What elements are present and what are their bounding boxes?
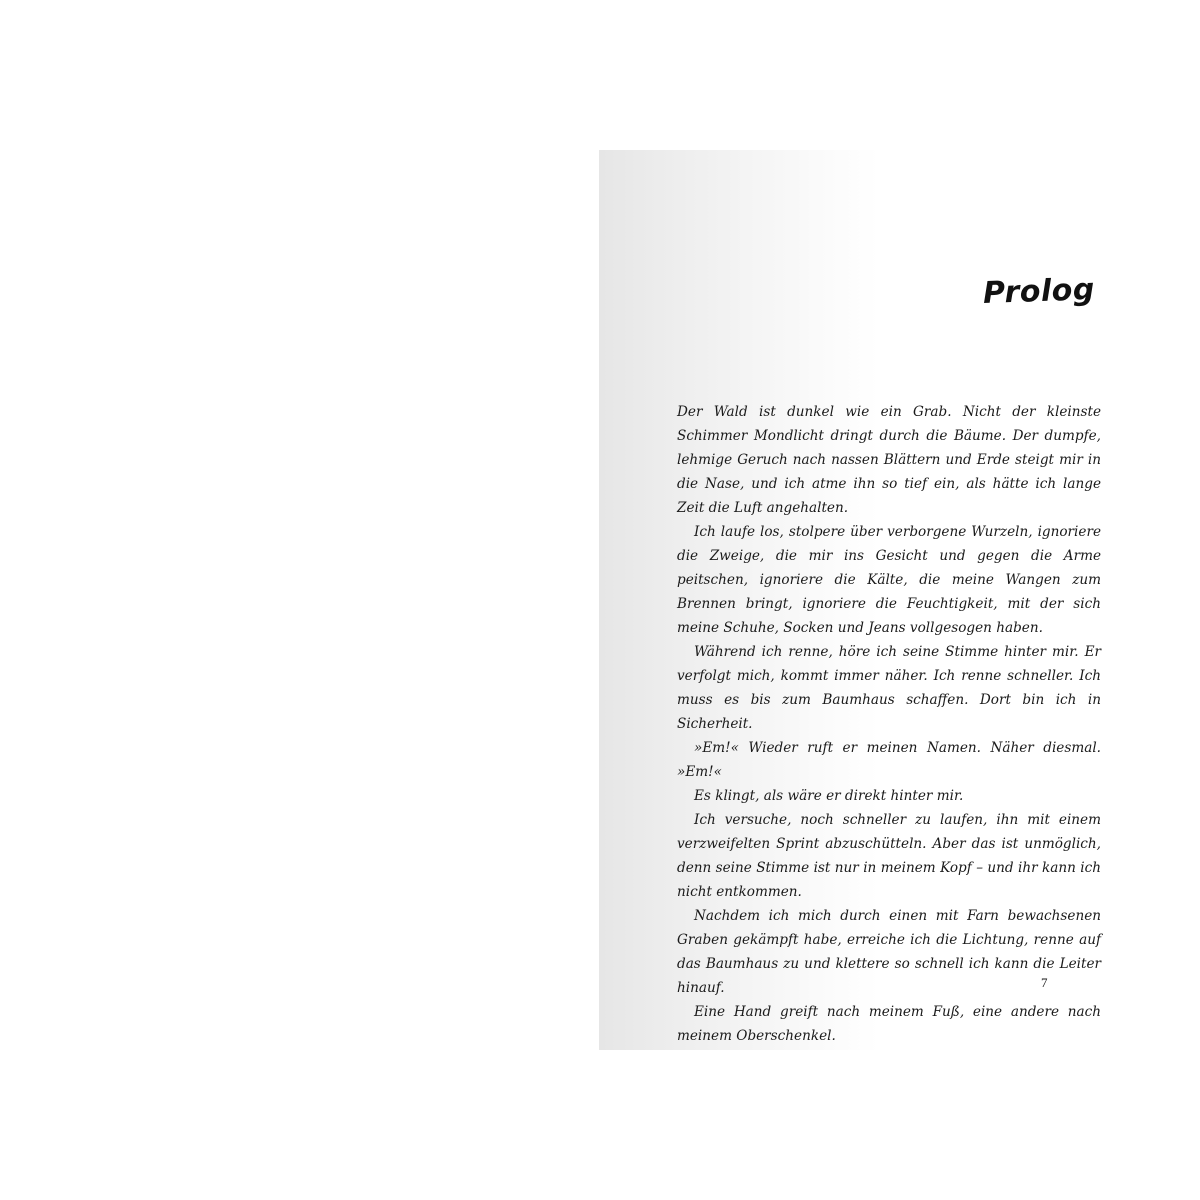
- paragraph: Ich laufe los, stolpere über verborgene Wurzeln, ignoriere die Zweige, die mir ins Gesicht und gegen die Arme peitschen, ignoriere die Kälte, die meine Wangen zum Brennen bringt, ignoriere die Feuchtigkeit, mit der sich meine Schuhe, Socken und Jeans vollgesogen haben.: [677, 524, 1101, 636]
- body-text: [677, 400, 1101, 1048]
- left-page: [150, 150, 598, 1050]
- paragraph: Eine Hand greift nach meinem Fuß, eine andere nach meinem Oberschenkel.: [677, 1004, 1101, 1044]
- paragraph: Es klingt, als wäre er direkt hinter mir.: [694, 788, 964, 804]
- paragraph: Der Wald ist dunkel wie ein Grab. Nicht der kleinste Schimmer Mondlicht dringt durch die Bäume. Der dumpfe, lehmige Geruch nach nassen Blättern und Erde steigt mir in die Nase, und ich atme ihn so tief ein, als hätte ich lange Zeit die Luft angehalten.: [677, 404, 1101, 516]
- paragraph: »Em!« Wieder ruft er meinen Namen. Näher diesmal. »Em!«: [677, 740, 1101, 780]
- paragraph: Nachdem ich mich durch einen mit Farn bewachsenen Graben gekämpft habe, erreiche ich die Lichtung, renne auf das Baumhaus zu und klettere so schnell ich kann die Leiter hinauf.: [677, 908, 1101, 996]
- chapter-title: Prolog: [982, 272, 1096, 311]
- paragraph: Während ich renne, höre ich seine Stimme hinter mir. Er verfolgt mich, kommt immer näher. Ich renne schneller. Ich muss es bis zum Baumhaus schaffen. Dort bin ich in Sicherheit.: [677, 644, 1101, 732]
- page-number: 7: [1041, 975, 1048, 990]
- paragraph: Ich versuche, noch schneller zu laufen, ihn mit einem verzweifelten Sprint abzuschütteln. Aber das ist unmöglich, denn seine Stimme ist nur in meinem Kopf – und ihr kann ich nicht entkommen.: [677, 812, 1101, 900]
